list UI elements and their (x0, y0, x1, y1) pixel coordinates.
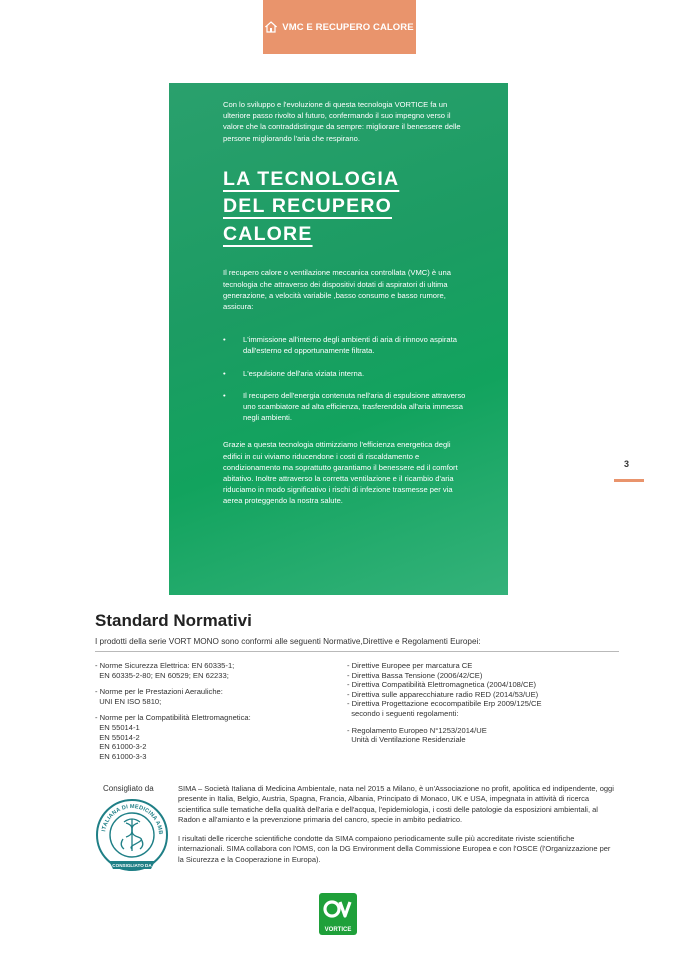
bullet-icon: • (223, 368, 226, 378)
divider (95, 651, 619, 652)
sima-badge (93, 797, 171, 877)
house-icon (265, 21, 277, 33)
closing-paragraph: Grazie a questa tecnologia ottimizziamo l'efficienza energetica degli edifici in cui viviamo riducendone i costi di riscaldamento e condizionamento ma soprattutto garantiamo il benessere ed il comfort abitativo. Inoltre attraverso la corretta ventilazione e il ricambio d'aria riduciamo in modo significativo i rischi di infezione trasmesse per via aerea proteggendo la nostra salute. (223, 440, 458, 506)
standard-line: UNI EN ISO 5810; (95, 696, 162, 706)
standard-line: EN 61000-3-2 (95, 742, 147, 752)
standard-line: EN 55014-1 (95, 722, 140, 732)
list-item: • Il recupero dell'energia contenuta nell'aria di espulsione attraverso uno scambiatore ad alta efficienza, trasferendola all'aria immessa negli ambienti. (223, 390, 466, 423)
headline-line: LA TECNOLOGIA (223, 167, 400, 190)
bullet-icon: • (223, 390, 226, 400)
sima-paragraph: I risultati delle ricerche scientifiche condotte da SIMA compaiono periodicamente sulle più accreditate riviste scientifiche internazionali. SIMA collabora con l'OMS, con la DG Environment della Commissione Europea e con l'OSCE (l'Organizzazione per la Sicurezza e la Cooperazione in Europa). (178, 834, 611, 864)
section-tab (263, 0, 416, 54)
vortice-logo (319, 893, 357, 935)
standards-group (347, 726, 617, 745)
page-number-rule (614, 479, 644, 482)
standards-group (95, 713, 325, 761)
standard-line: - Regolamento Europeo N°1253/2014/UE (347, 725, 487, 735)
headline-line: CALORE (223, 222, 313, 245)
standards-subtitle: I prodotti della serie VORT MONO sono conformi alle seguenti Normative,Direttive e Regolamenti Europei: (95, 637, 481, 646)
standard-line: - Direttiva sulle apparecchiature radio RED (2014/53/UE) (347, 689, 539, 699)
sima-paragraph: SIMA – Società Italiana di Medicina Ambientale, nata nel 2015 a Milano, è un'Associazione no profit, apolitica ed indipendente, oggi presente in Italia, Belgio, Austria, Spagna, Francia, Albania, Principato di Monaco, UK e USA, impegnata in attività di ricerca scientifica sulle tematiche della qualità dell'aria e dell'acqua, l'epidemiologia, i costi delle patologie da esposizioni ambientali, al Radon e all'amianto e la prevenzione primaria del cancro, specie in ambito pediatrico. (178, 784, 614, 824)
standard-line: - Direttive Europee per marcatura CE (347, 661, 473, 670)
badge-ring-text: ITALIANA DI MEDICINA AMB (101, 803, 164, 835)
standards-left-column (95, 661, 325, 768)
standards-right-column (347, 661, 617, 752)
list-item: • L'immissione all'interno degli ambienti di aria di rinnovo aspirata dall'esterno ed opportunamente filtrata. (223, 335, 457, 356)
standard-line: - Norme per la Compatibilità Elettromagnetica: (95, 713, 251, 723)
panel-headline (223, 166, 468, 249)
standards-group (95, 687, 325, 706)
technology-panel (169, 83, 508, 595)
vmc-paragraph: Il recupero calore o ventilazione meccanica controllata (VMC) è una tecnologia che attraverso dei dispositivi dotati di aspiratori di ultima generazione, a velocità variabile ,basso consumo e basso rumore, assicura: (223, 268, 451, 311)
standard-line: - Norme per le Prestazioni Aerauliche: (95, 687, 223, 697)
brand-name: VORTICE (324, 927, 352, 933)
intro-paragraph: Con lo sviluppo e l'evoluzione di questa tecnologia VORTICE fa un ulteriore passo rivolto al futuro, confermando il suo impegno verso il valore che la contraddistingue da sempre: migliorare il benessere delle persone migliorando l'aria che respirano. (223, 100, 461, 143)
standard-line: EN 60335-2-80; EN 60529; EN 62233; (95, 670, 229, 680)
standard-line: - Direttiva Progettazione ecocompatibile Erp 2009/125/CE (347, 699, 542, 709)
standard-line: EN 55014-2 (95, 732, 140, 742)
recommended-by-label: Consigliato da (103, 784, 154, 793)
sima-description (178, 784, 618, 874)
standard-line: Unità di Ventilazione Residenziale (347, 735, 466, 745)
section-tab-label: VMC E RECUPERO CALORE (282, 21, 414, 33)
bullet-list (223, 334, 468, 423)
badge-banner-text: CONSIGLIATO DA (112, 863, 152, 868)
list-item: • L'espulsione dell'aria viziata interna. (223, 368, 365, 378)
page-number: 3 (624, 459, 630, 469)
standards-group (347, 661, 617, 719)
headline-line: DEL RECUPERO (223, 195, 392, 218)
standard-line: - Norme Sicurezza Elettrica: EN 60335-1; (95, 661, 235, 670)
standard-line: - Direttiva Compatibilità Elettromagnetica (2004/108/CE) (347, 680, 537, 690)
standard-line: EN 61000-3-3 (95, 751, 147, 761)
bullet-icon: • (223, 335, 226, 345)
caduceus-icon (121, 819, 143, 851)
standard-line: secondo i seguenti regolamenti: (347, 708, 459, 718)
standards-group (95, 661, 325, 680)
standards-title: Standard Normativi (95, 611, 252, 630)
standard-line: - Direttiva Bassa Tensione (2006/42/CE) (347, 670, 483, 680)
